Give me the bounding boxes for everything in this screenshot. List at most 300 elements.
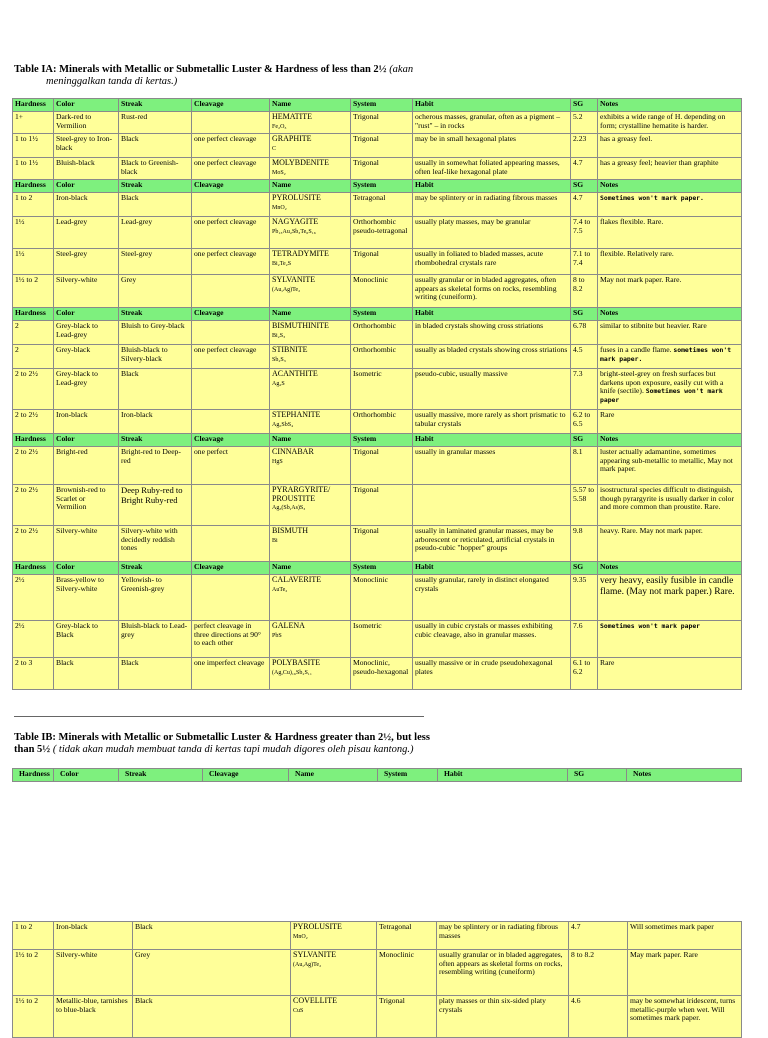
cell-notes: heavy. Rare. May not mark paper. [598,526,742,562]
header-color: Color [54,769,119,782]
cell-color: Grey-black to Lead-grey [54,321,119,345]
header-cleavage: Cleavage [192,562,270,575]
mineral-name: CINNABAR [272,447,314,456]
cell-name [270,485,351,526]
cell-notes [598,621,742,658]
header-sg: SG [568,769,627,782]
table-ia-caption [14,64,413,88]
cell-hardness: 1 to 2 [13,193,54,217]
cell-habit: in bladed crystals showing cross striations [413,321,571,345]
cell-habit: usually in somewhat foliated appearing masses, often leaf-like hexagonal plate [413,158,571,180]
mineral-name: SYLVANITE [272,275,316,284]
header-color: Color [54,434,119,447]
mineral-row-bismuth [13,526,742,562]
cell-habit: usually granular or in bladed aggregates, often appears as skeletal forms on rocks, resembling writing (cuneiform). [413,275,571,308]
cell-system: Monoclinic [351,275,413,308]
mineral-formula: (Au,Ag)Te₂ [272,286,301,293]
table-ia-title-line2: meninggalkan tanda di kertas.) [46,76,178,87]
cell-cleavage [192,526,270,562]
header-cleavage: Cleavage [192,180,270,193]
cell-system: Orthorhombic pseudo-tetragonal [351,217,413,249]
cell-streak: Iron-black [119,410,192,434]
cell-hardness: 2 to 2½ [13,369,54,410]
cell-sg: 7.1 to 7.4 [571,249,598,275]
section-divider [14,716,424,717]
header-habit: Habit [413,308,571,321]
cell-hardness: 1½ [13,249,54,275]
cell-habit: usually massive, more rarely as short prismatic to tabular crystals [413,410,571,434]
mineral-formula: PbS [272,632,282,639]
mineral-formula: Bi₂Te₂S [272,260,292,267]
cell-hardness: 2 to 2½ [13,526,54,562]
cell-sg: 4.5 [571,345,598,369]
header-color: Color [54,99,119,112]
header-name: Name [270,434,351,447]
mineral-row-nagyagite [13,217,742,249]
cell-habit: may be splintery or in radiating fibrous masses [413,193,571,217]
cell-streak: Bluish-black to Silvery-black [119,345,192,369]
header-system: System [351,308,413,321]
header-habit: Habit [413,562,571,575]
table-header-row [13,434,742,447]
cell-color: Iron-black [54,922,133,950]
cell-cleavage: one imperfect cleavage [192,658,270,690]
cell-notes: luster actually adamantine, sometimes appearing sub-metallic to metallic, May not mark paper. [598,447,742,485]
cell-sg: 7.3 [571,369,598,410]
cell-system: Monoclinic [377,950,437,996]
mineral-name: MOLYBDENITE [272,158,329,167]
cell-name [270,112,351,134]
cell-hardness: 2½ [13,621,54,658]
cell-name [270,249,351,275]
cell-streak: Black [119,193,192,217]
cell-streak: Silvery-white with decidedly reddish tones [119,526,192,562]
cell-sg: 2.23 [571,134,598,158]
cell-cleavage: one perfect cleavage [192,249,270,275]
header-notes: Notes [598,562,742,575]
mineral-name: NAGYAGITE [272,217,319,226]
cell-notes: May mark paper. Rare [628,950,742,996]
cell-sg: 9.8 [571,526,598,562]
cell-cleavage [192,369,270,410]
cell-cleavage [192,193,270,217]
header-system: System [351,434,413,447]
cell-streak: Black [119,658,192,690]
mineral-row-acanthite [13,369,742,410]
cell-notes: flexible. Relatively rare. [598,249,742,275]
mineral-formula: Sb₂S₃ [272,356,286,363]
cell-habit: usually in foliated to bladed masses, acute rhombohedral crystals rare [413,249,571,275]
cell-habit: may be in small hexagonal plates [413,134,571,158]
header-sg: SG [571,434,598,447]
cell-habit: usually in cubic crystals or masses exhibiting cubic cleavage, also in granular masses. [413,621,571,658]
cell-system: Tetragonal [351,193,413,217]
mineral-formula: MnO₂ [272,204,287,211]
note-emphasis: Sometimes won't mark paper [600,622,701,630]
cell-notes: Rare [598,658,742,690]
header-habit: Habit [438,769,568,782]
mineral-row-polybasite [13,658,742,690]
cell-sg: 4.7 [571,193,598,217]
cell-color: Silvery-white [54,950,133,996]
header-notes: Notes [627,769,742,782]
cell-system: Trigonal [351,485,413,526]
mineral-row-hematite [13,112,742,134]
header-sg: SG [571,99,598,112]
mineral-name: SYLVANITE [293,950,337,959]
mineral-name: POLYBASITE [272,658,321,667]
table-header-row [13,308,742,321]
cell-name [270,345,351,369]
mineral-row-pyrolusite [13,922,742,950]
cell-name [270,321,351,345]
cell-cleavage: one perfect cleavage [192,134,270,158]
cell-notes [598,369,742,410]
cell-sg: 6.78 [571,321,598,345]
cell-habit: usually as bladed crystals showing cross striations [413,345,571,369]
cell-cleavage [192,275,270,308]
mineral-name: PYRARGYRITE/ PROUSTITE [272,485,331,503]
mineral-name: BISMUTH [272,526,309,535]
mineral-row-sylvanite [13,950,742,996]
header-streak: Streak [119,308,192,321]
cell-notes: very heavy, easily fusible in candle flame. (May not mark paper.) Rare. [598,575,742,621]
header-streak: Streak [119,99,192,112]
header-hardness: Hardness [13,308,54,321]
mineral-row-calaverite [13,575,742,621]
table-header-row [13,180,742,193]
cell-name [270,275,351,308]
header-name: Name [270,562,351,575]
mineral-name: PYROLUSITE [293,922,342,931]
header-color: Color [54,562,119,575]
mineral-formula: Pb₁₃Au₂Sb₃Te₆S₁₆ [272,228,316,235]
cell-cleavage [192,575,270,621]
cell-name [270,134,351,158]
cell-name [270,193,351,217]
cell-color: Steel-grey [54,249,119,275]
cell-name [270,158,351,180]
cell-streak: Bright-red to Deep-red [119,447,192,485]
cell-hardness: 1½ [13,217,54,249]
cell-streak: Steel-grey [119,249,192,275]
cell-streak: Lead-grey [119,217,192,249]
cell-color: Metallic-blue, tarnishes to blue-black [54,996,133,1038]
cell-habit [413,485,571,526]
cell-notes: has a greasy feel; heavier than graphite [598,158,742,180]
cell-sg: 8 to 8.2 [571,275,598,308]
table-ib-header-row [13,769,742,782]
header-streak: Streak [119,180,192,193]
cell-notes: has a greasy feel. [598,134,742,158]
cell-hardness: 1½ to 2 [13,275,54,308]
cell-notes: May not mark paper. Rare. [598,275,742,308]
cell-color: Silvery-white [54,526,119,562]
cell-color: Grey-black to Lead-grey [54,369,119,410]
mineral-row-graphite [13,134,742,158]
mineral-formula: Ag₃(Sb,As)S₃ [272,505,306,512]
cell-notes: flakes flexible. Rare. [598,217,742,249]
header-hardness: Hardness [13,562,54,575]
mineral-formula: Bi₂S₃ [272,332,286,339]
mineral-formula: (Ag,Cu)₁₆Sb₂S₁₁ [272,669,312,676]
cell-name [270,447,351,485]
cell-habit: usually granular, rarely in distinct elongated crystals [413,575,571,621]
mineral-formula: Bi [272,537,278,544]
cell-cleavage: perfect cleavage in three directions at 90° to each other [192,621,270,658]
cell-sg: 4.6 [569,996,628,1038]
header-name: Name [270,99,351,112]
table-header-row [13,99,742,112]
header-cleavage: Cleavage [192,308,270,321]
cell-name [270,658,351,690]
table-ia-title-note: (akan [386,64,414,75]
cell-color: Lead-grey [54,217,119,249]
cell-hardness: 2½ [13,575,54,621]
cell-sg: 6.1 to 6.2 [571,658,598,690]
cell-habit: usually in granular masses [413,447,571,485]
header-system: System [351,180,413,193]
header-hardness: Hardness [13,434,54,447]
mineral-name: HEMATITE [272,112,312,121]
mineral-name: COVELLITE [293,996,337,1005]
header-streak: Streak [119,562,192,575]
cell-name [291,996,377,1038]
cell-cleavage [192,112,270,134]
mineral-name: GRAPHITE [272,134,312,143]
cell-system: Trigonal [377,996,437,1038]
cell-name [270,410,351,434]
cell-hardness: 1 to 1½ [13,134,54,158]
cell-system: Orthorhombic [351,345,413,369]
cell-notes: isostructural species difficult to distinguish, though pyrargyrite is usually darker in color and more common than proustite. Rare. [598,485,742,526]
cell-color: Bluish-black [54,158,119,180]
mineral-row-stibnite [13,345,742,369]
mineral-name: STEPHANITE [272,410,321,419]
cell-notes: Will sometimes mark paper [628,922,742,950]
cell-cleavage: one perfect cleavage [192,158,270,180]
cell-habit: platy masses or thin six-sided platy crystals [437,996,569,1038]
mineral-name: PYROLUSITE [272,193,321,202]
cell-habit: may be splintery or in radiating fibrous masses [437,922,569,950]
cell-color: Bright-red [54,447,119,485]
cell-sg: 9.35 [571,575,598,621]
cell-notes [598,193,742,217]
cell-streak: Black [119,369,192,410]
header-notes: Notes [598,434,742,447]
header-cleavage: Cleavage [192,434,270,447]
table-ia [12,98,742,690]
cell-notes: Rare [598,410,742,434]
cell-name [291,922,377,950]
cell-color: Iron-black [54,193,119,217]
cell-habit: pseudo-cubic, usually massive [413,369,571,410]
cell-hardness: 2 to 2½ [13,447,54,485]
mineral-name: STIBNITE [272,345,308,354]
cell-cleavage [192,410,270,434]
table-ia-title: Table IA: Minerals with Metallic or Submetallic Luster & Hardness of less than 2½ [14,64,387,75]
cell-color: Dark-red to Vermilion [54,112,119,134]
mineral-row-tetradymite [13,249,742,275]
cell-sg: 8.1 [571,447,598,485]
table-ib-title: Table IB: Minerals with Metallic or Submetallic Luster & Hardness greater than 2½, but less than 5½ [14,732,430,755]
cell-system: Isometric [351,369,413,410]
mineral-formula: (Au,Ag)Te₂ [293,961,322,968]
table-ib-caption [14,732,434,756]
cell-habit: usually massive or in crude pseudohexagonal plates [413,658,571,690]
mineral-formula: MoS₂ [272,169,286,176]
cell-cleavage: one perfect cleavage [192,345,270,369]
cell-system: Trigonal [351,158,413,180]
header-notes: Notes [598,99,742,112]
header-hardness: Hardness [13,769,54,782]
cell-sg: 5.2 [571,112,598,134]
mineral-name: BISMUTHINITE [272,321,329,330]
mineral-formula: Fe₂O₃ [272,123,287,130]
cell-sg: 8 to 8.2 [569,950,628,996]
header-hardness: Hardness [13,180,54,193]
header-sg: SG [571,180,598,193]
cell-streak: Bluish to Grey-black [119,321,192,345]
cell-system: Orthorhombic [351,321,413,345]
cell-name [270,526,351,562]
mineral-name: CALAVERITE [272,575,322,584]
cell-habit: usually platy masses, may be granular [413,217,571,249]
cell-notes: may be somewhat iridescent, turns metallic-purple when wet. Will sometimes mark paper. [628,996,742,1038]
header-sg: SG [571,308,598,321]
mineral-formula: Ag₂S [272,380,285,387]
cell-system: Trigonal [351,134,413,158]
cell-streak: Black [133,996,291,1038]
cell-name [270,575,351,621]
cell-streak: Black to Greenish-black [119,158,192,180]
header-system: System [351,562,413,575]
header-habit: Habit [413,434,571,447]
cell-notes [598,345,742,369]
cell-color: Iron-black [54,410,119,434]
cell-hardness: 1 to 1½ [13,158,54,180]
cell-color: Silvery-white [54,275,119,308]
header-color: Color [54,308,119,321]
cell-sg: 4.7 [571,158,598,180]
cell-streak: Black [133,922,291,950]
cell-system: Trigonal [351,112,413,134]
cell-streak: Grey [133,950,291,996]
cell-habit: ocherous masses, granular, often as a pigment – "rust" – in rocks [413,112,571,134]
mineral-row-molybdenite [13,158,742,180]
note-emphasis: sometimes won't mark paper. [600,346,732,363]
table-ib-title-note: ( tidak akan mudah membuat tanda di kertas tapi mudah digores oleh pisau kantong.) [50,744,414,755]
cell-color: Steel-grey to Iron-black [54,134,119,158]
header-streak: Streak [119,434,192,447]
cell-system: Monoclinic, pseudo-hexagonal [351,658,413,690]
cell-color: Brass-yellow to Silvery-white [54,575,119,621]
cell-sg: 4.7 [569,922,628,950]
cell-name [270,369,351,410]
header-streak: Streak [119,769,203,782]
cell-sg: 5.57 to 5.58 [571,485,598,526]
note-emphasis: Sometimes won't mark paper [600,387,723,404]
cell-name [270,621,351,658]
cell-sg: 7.6 [571,621,598,658]
header-name: Name [270,180,351,193]
cell-cleavage: one perfect [192,447,270,485]
header-habit: Habit [413,99,571,112]
header-cleavage: Cleavage [203,769,289,782]
mineral-row-covellite [13,996,742,1038]
mineral-formula: CuS [293,1007,304,1014]
cell-habit: usually granular or in bladed aggregates, often appears as skeletal forms on rocks, resembling writing (cuneiform) [437,950,569,996]
cell-system: Tetragonal [377,922,437,950]
note-text: bright-steel-grey on fresh surfaces but darkens upon exposure, easily cut with a knife (sectile). [600,369,724,396]
cell-hardness: 2 to 3 [13,658,54,690]
header-sg: SG [571,562,598,575]
mineral-row-galena [13,621,742,658]
table-header-row [13,562,742,575]
cell-sg: 6.2 to 6.5 [571,410,598,434]
mineral-row-sylvanite [13,275,742,308]
cell-hardness: 2 [13,345,54,369]
mineral-formula: HgS [272,458,283,465]
cell-streak: Rust-red [119,112,192,134]
cell-streak: Black [119,134,192,158]
mineral-formula: C [272,145,277,152]
cell-streak: Grey [119,275,192,308]
header-habit: Habit [413,180,571,193]
mineral-formula: MnO₂ [293,933,308,940]
header-hardness: Hardness [13,99,54,112]
cell-name [270,217,351,249]
cell-streak: Deep Ruby-red to Bright Ruby-red [119,485,192,526]
cell-hardness: 1+ [13,112,54,134]
mineral-row-cinnabar [13,447,742,485]
mineral-name: TETRADYMITE [272,249,329,258]
cell-streak: Yellowish- to Greenish-grey [119,575,192,621]
cell-hardness: 1 to 2 [13,922,54,950]
cell-system: Trigonal [351,249,413,275]
cell-hardness: 2 [13,321,54,345]
header-notes: Notes [598,308,742,321]
mineral-formula: AuTe₂ [272,586,288,593]
cell-system: Monoclinic [351,575,413,621]
cell-cleavage [192,485,270,526]
cell-hardness: 1½ to 2 [13,996,54,1038]
cell-hardness: 1½ to 2 [13,950,54,996]
cell-name [291,950,377,996]
mineral-formula: Ag₅SbS₄ [272,421,294,428]
cell-sg: 7.4 to 7.5 [571,217,598,249]
mineral-row-bismuthinite [13,321,742,345]
cell-color: Brownish-red to Scarlet or Vermilion [54,485,119,526]
cell-system: Orthorhombic [351,410,413,434]
cell-cleavage [192,321,270,345]
header-notes: Notes [598,180,742,193]
mineral-row-pyrolusite [13,193,742,217]
header-name: Name [289,769,378,782]
cell-cleavage: one perfect cleavage [192,217,270,249]
header-name: Name [270,308,351,321]
cell-hardness: 2 to 2½ [13,410,54,434]
header-cleavage: Cleavage [192,99,270,112]
mineral-row-stephanite [13,410,742,434]
cell-color: Black [54,658,119,690]
mineral-name: GALENA [272,621,305,630]
cell-habit: usually in laminated granular masses, may be arborescent or reticulated, artificial crystals in pseudo-cubic "hopper" groups [413,526,571,562]
cell-color: Grey-black to Black [54,621,119,658]
note-emphasis: Sometimes won't mark paper. [600,194,704,202]
cell-streak: Bluish-black to Lead-grey [119,621,192,658]
header-color: Color [54,180,119,193]
